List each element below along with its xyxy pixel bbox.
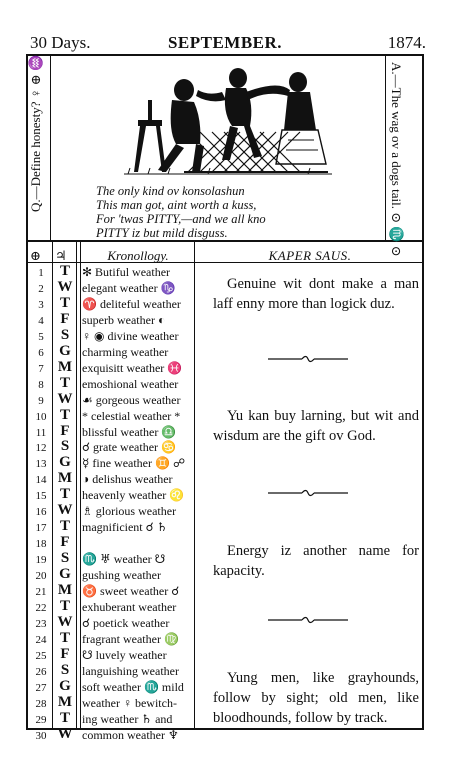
weekday-letter: G — [59, 454, 71, 471]
day-number: 1 — [38, 267, 44, 279]
day-number: 21 — [35, 586, 47, 598]
ornament-divider — [268, 488, 348, 498]
kaper-text: Genuine wit dont make a man laff enny more than logick duz. — [213, 276, 419, 312]
weekday-letter: S — [60, 326, 70, 343]
day-number: 18 — [35, 538, 47, 551]
kaper-text: Yu kan buy larning, but wit and wisdum are the gift ov God. — [213, 408, 419, 444]
kronollogy-entry: exquisitt weather ♓ — [82, 360, 183, 375]
month-title: SEPTEMBER. — [167, 33, 283, 52]
day-number: 24 — [35, 633, 47, 646]
weekday-letter: G — [59, 566, 71, 583]
verse-line: For 'twas PITTY,—and we all kno — [96, 212, 266, 226]
kronollogy-entry: soft weather ♏ mild — [82, 679, 184, 694]
weekday-letter: T — [59, 263, 70, 279]
kronollogy-entry: magnificient ☌ ♄ — [82, 520, 168, 535]
day-number: 5 — [38, 330, 44, 343]
verse — [96, 184, 356, 240]
sun-symbol-header: ⊕ — [30, 248, 41, 263]
verse-line: The only kind ov konsolashun — [96, 184, 245, 198]
day-number: 6 — [38, 346, 44, 359]
kronollogy-entry: ing weather ♄ and — [82, 711, 173, 726]
weekday-letter: T — [59, 486, 70, 503]
weekday-letter: T — [59, 294, 70, 311]
weekday-letter: G — [59, 342, 71, 359]
kronollogy-entry: heavenly weather ♌ — [82, 488, 185, 503]
kronollogy-entry: ☌ grate weather ♋ — [82, 440, 176, 455]
kaper-saus-header: KAPER SAUS. — [268, 248, 352, 263]
year: 1874. — [387, 33, 426, 52]
kronollogy-entry: ☿ fine weather ♊ ☍ — [82, 456, 186, 471]
kronollogy-entry: blissful weather ♎ — [82, 424, 177, 439]
seated-figure — [134, 79, 204, 172]
kronollogy-entry: ♈ deliteful weather — [82, 296, 181, 311]
weekday-letter: T — [59, 406, 70, 423]
day-number: 15 — [35, 490, 47, 503]
kronollogy-entry: ♀ ◉ divine weather — [82, 328, 179, 343]
day-number: 12 — [35, 442, 47, 455]
right-rule — [385, 56, 386, 240]
day-number: 13 — [35, 458, 47, 471]
day-number: 28 — [35, 697, 47, 710]
day-number: 4 — [38, 314, 44, 327]
day-number: 16 — [35, 506, 47, 519]
left-rule — [50, 56, 51, 240]
kaper-text: Energy iz another name for kapacity. — [213, 543, 419, 579]
ornament-divider — [268, 354, 348, 364]
kaper-paragraph — [213, 668, 419, 728]
kronollogy-entry: ♏ ♅ weather ☋ — [82, 552, 166, 567]
kronollogy-entry: ☌ poetick weather — [82, 615, 170, 630]
weekday-letter: W — [57, 725, 73, 742]
kronollogy-entry: charming weather — [82, 344, 169, 359]
kronollogy-header: Kronollogy. — [107, 248, 169, 263]
day-number: 23 — [35, 617, 47, 630]
weekday-letter: G — [59, 677, 71, 694]
jupiter-symbol-header: ♃ — [55, 248, 67, 263]
day-number: 22 — [35, 601, 47, 614]
day-number: 11 — [35, 426, 47, 439]
kronollogy-entry: weather ♀ bewitch- — [82, 695, 177, 710]
day-number: 2 — [38, 282, 44, 295]
weekday-letter: W — [57, 613, 73, 630]
day-number: 29 — [35, 713, 47, 726]
verse-line: PITTY iz but mild disguss. — [96, 226, 228, 240]
day-number: 30 — [35, 729, 47, 742]
ornament-divider — [268, 615, 348, 625]
day-number: 27 — [35, 681, 47, 694]
kaper-text: Yung men, like grayhounds, follow by sight; old men, like bloodhounds, follow by track. — [213, 670, 419, 726]
day-number: 8 — [38, 378, 44, 391]
day-number: 10 — [35, 410, 47, 423]
question-text: Q.—Define honesty? ♀ ⊕ ♒ — [28, 54, 43, 212]
weekday-letter: M — [57, 582, 73, 598]
col-rule-2 — [76, 242, 77, 728]
kronollogy-entry: elegant weather ♑ — [82, 280, 176, 295]
figure-with-dress — [276, 72, 326, 164]
weekday-letter: F — [60, 534, 70, 551]
kronollogy-entry: ✻ Butiful weather — [82, 265, 171, 279]
kronollogy-entry: fragrant weather ♍ — [82, 631, 179, 646]
verse-line: This man got, aint worth a kuss, — [96, 198, 257, 212]
illustration-bottom-rule — [26, 240, 424, 242]
weekday-letter: T — [59, 597, 70, 614]
day-number: 19 — [35, 554, 47, 567]
kronollogy-entry: ◑ delishus weather — [82, 472, 173, 487]
kronollogy-entry: emoshional weather — [82, 376, 179, 391]
weekday-letter: M — [57, 358, 73, 375]
day-number: 20 — [35, 570, 47, 583]
weekday-letter: M — [57, 470, 73, 487]
weekday-letter: F — [60, 310, 70, 327]
kronollogy-entry: ☙ gorgeous weather — [82, 392, 181, 407]
weekday-letter: W — [57, 278, 73, 295]
col-rule-1 — [52, 242, 53, 728]
kronollogy-entry: superb weather ◐ — [82, 312, 166, 327]
kronollogy-entry: languishing weather — [82, 663, 179, 678]
weekday-letter: F — [60, 645, 70, 662]
kronollogy-entry: ♉ sweet weather ☌ — [82, 584, 180, 598]
day-number: 26 — [35, 665, 47, 678]
day-number: 25 — [35, 649, 47, 662]
weekday-letter: W — [57, 502, 73, 519]
kaper-paragraph — [213, 541, 419, 581]
kronollogy-entry: ☋ luvely weather — [82, 647, 167, 662]
weekday-letter: M — [57, 693, 73, 710]
standing-figure — [196, 68, 290, 160]
kronollogy-entry: ♗ glorious weather — [82, 504, 177, 519]
day-number: 7 — [38, 362, 44, 375]
weekday-letter: S — [60, 438, 70, 455]
day-number: 9 — [38, 394, 44, 407]
weekday-letter: T — [59, 374, 70, 391]
weekday-letter: T — [59, 709, 70, 726]
kronollogy-entry: gushing weather — [82, 568, 161, 583]
weekday-letter: T — [59, 518, 70, 535]
kronollogy-entry: * celestial weather * — [82, 408, 181, 423]
col-rule-3 — [80, 242, 81, 728]
weekday-letter: W — [57, 390, 73, 407]
kaper-paragraph — [213, 274, 419, 314]
kaper-paragraph — [213, 406, 419, 446]
kronollogy-entry: exhuberant weather — [82, 599, 177, 614]
day-number: 3 — [38, 298, 44, 311]
answer-text: A.—The wag ov a dogs tail. ⊙ ♏ ⊙ — [389, 62, 404, 257]
illustration — [118, 60, 338, 178]
days-count: 30 Days. — [30, 33, 91, 52]
weekday-letter: S — [60, 550, 70, 567]
day-number: 17 — [35, 522, 47, 535]
weekday-letter: T — [59, 629, 70, 646]
weekday-letter: F — [60, 422, 70, 439]
kronollogy-entry: common weather ♆ — [82, 727, 179, 742]
weekday-letter: S — [60, 661, 70, 678]
day-number: 14 — [35, 474, 47, 487]
